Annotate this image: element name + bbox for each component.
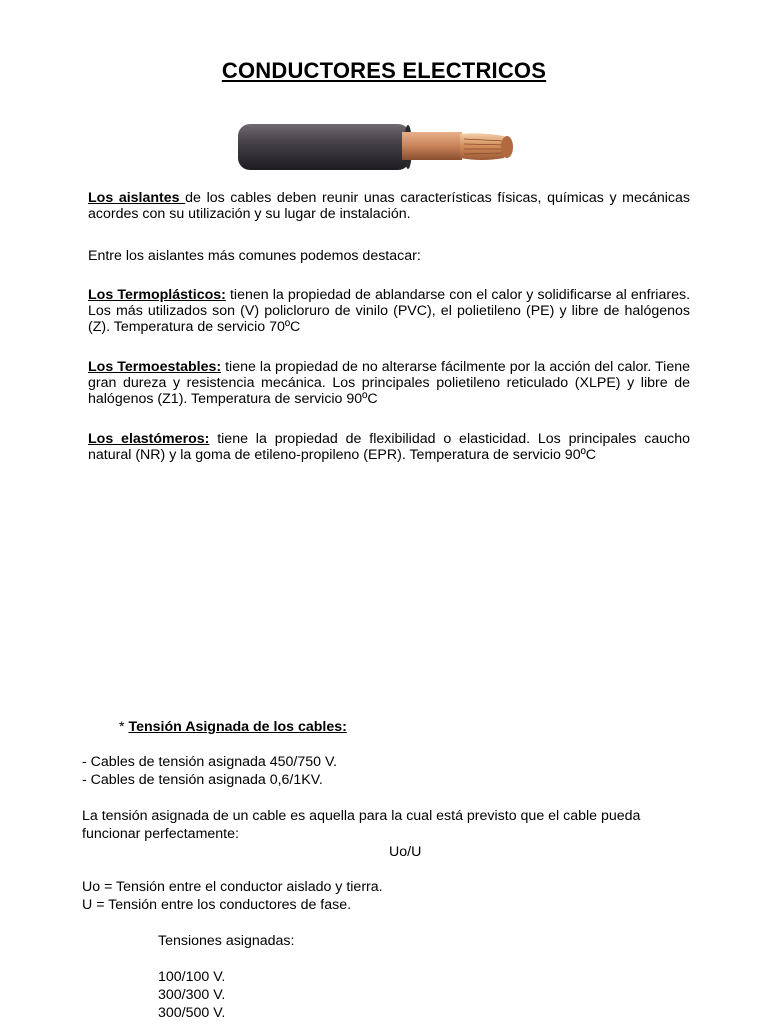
- lead-termoestables: Los Termoestables:: [88, 359, 222, 375]
- legend-line: U = Tensión entre los conductores de fase.: [82, 897, 352, 913]
- text-elastomeros: tiene la propiedad de flexibilidad o elasticidad. Los principales caucho natural (NR) y la goma de etileno-propileno (EPR). Temperatura de servicio 90ºC: [88, 431, 690, 463]
- text-aislantes: de los cables deben reunir unas características físicas, químicas y mecánicas acordes con su utilización y su lugar de instalación.: [88, 190, 690, 222]
- cable-voltage-item: - Cables de tensión asignada 450/750 V.: [82, 754, 338, 770]
- legend-line: Uo = Tensión entre el conductor aislado y tierra.: [82, 879, 383, 895]
- tension-value: 100/100 V.: [158, 969, 226, 985]
- paragraph-termoplasticos: [88, 287, 690, 335]
- lead-termoplasticos: Los Termoplásticos:: [88, 287, 226, 303]
- paragraph-intro: Entre los aislantes más comunes podemos destacar:: [88, 248, 421, 264]
- lead-aislantes: Los aislantes: [88, 190, 186, 206]
- cable-illustration: [232, 108, 532, 184]
- section-heading: [119, 718, 347, 736]
- paragraph-aislantes: [88, 190, 690, 222]
- tensiones-heading: Tensiones asignadas:: [158, 933, 295, 949]
- tension-value: 300/500 V.: [158, 1005, 226, 1021]
- section-bullet: *: [119, 719, 129, 735]
- definition-line: funcionar perfectamente:: [82, 826, 239, 842]
- paragraph-termoestables: [88, 359, 690, 407]
- lead-elastomeros: Los elastómeros:: [88, 431, 210, 447]
- paragraph-elastomeros: [88, 431, 690, 463]
- tension-value: 300/300 V.: [158, 987, 226, 1003]
- definition-line: La tensión asignada de un cable es aquella para la cual está previsto que el cable pueda: [82, 808, 641, 824]
- text-termoestables: tiene la propiedad de no alterarse fácilmente por la acción del calor. Tiene gran dureza y resistencia mecánica. Los principales polietileno reticulado (XLPE) y libre de halógenos (Z1). Temperatura de servicio 90ºC: [88, 359, 690, 407]
- page-title: CONDUCTORES ELECTRICOS: [221, 58, 547, 83]
- text-termoplasticos: tienen la propiedad de ablandarse con el calor y solidificarse al enfriares. Los más utilizados son (V) policloruro de vinilo (PVC), el polietileno (PE) y libre de halógenos (Z). Temperatura de servicio 70ºC: [88, 287, 691, 335]
- formula: Uo/U: [389, 844, 422, 860]
- section-title: Tensión Asignada de los cables:: [128, 719, 347, 735]
- cable-voltage-item: - Cables de tensión asignada 0,6/1KV.: [82, 772, 323, 788]
